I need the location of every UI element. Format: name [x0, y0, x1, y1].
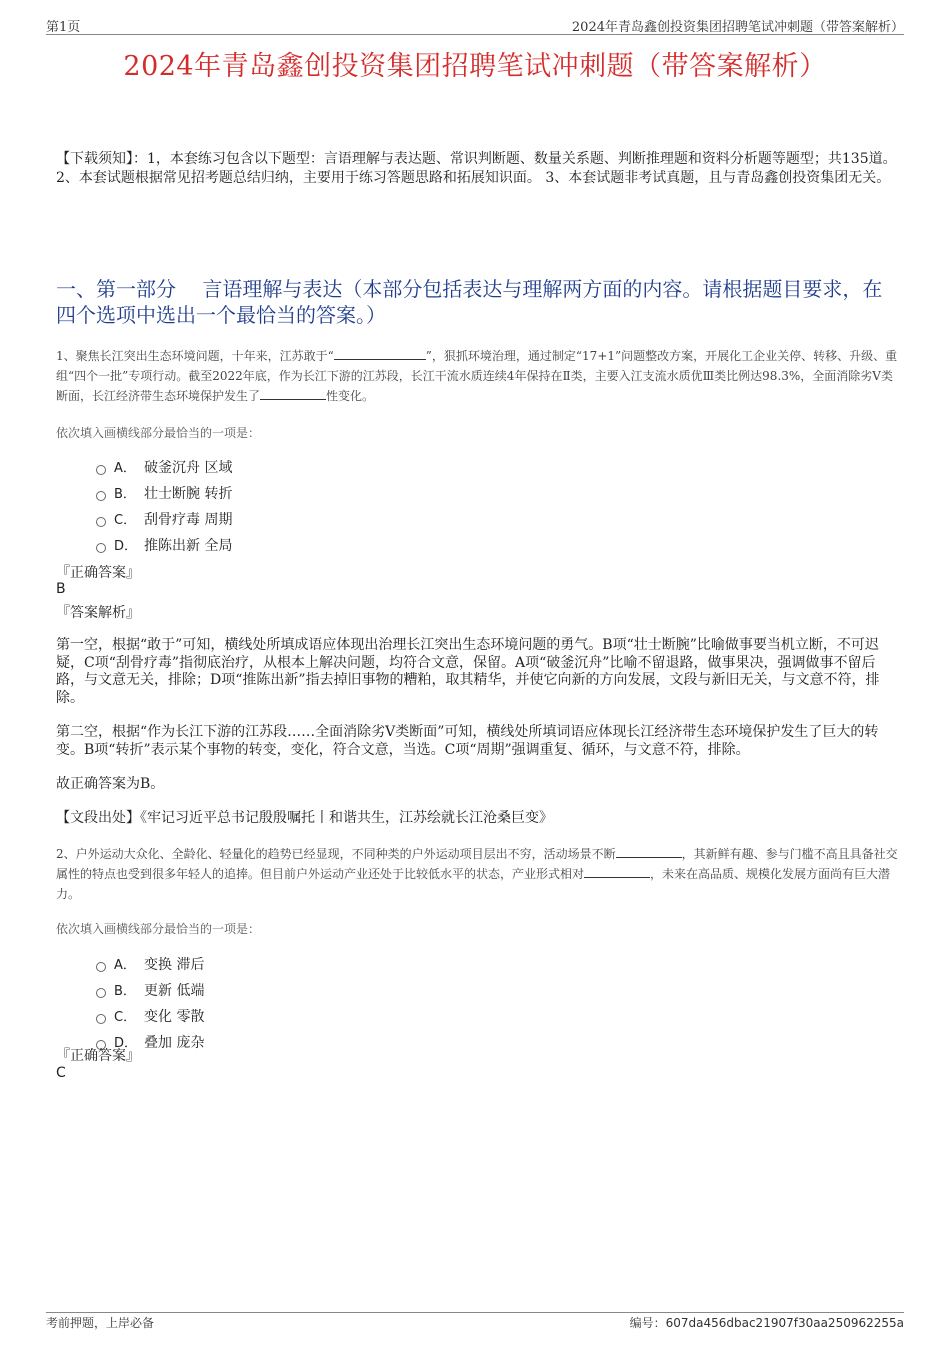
document-title: 2024年青岛鑫创投资集团招聘笔试冲刺题（带答案解析） — [123, 51, 827, 82]
radio-icon[interactable] — [96, 491, 106, 501]
radio-icon[interactable] — [96, 962, 106, 972]
footer-slogan: 考前押题，上岸必备 — [46, 1316, 155, 1330]
answer-label: 『正确答案』 — [56, 565, 140, 581]
radio-icon[interactable] — [96, 988, 106, 998]
analysis-paragraph-2: 第二空，根据“作为长江下游的江苏段……全面消除劣V类断面”可知，横线处所填词语应体现长江经济带生态环境保护发生了巨大的转变。B项“转折”表示某个事物的转变，变化，符合文意，当选。C项“周期”强调重复、循环，与文意不符，排除。 — [56, 724, 879, 758]
footer-code: 编号：607da456dbac21907f30aa250962255a — [629, 1316, 904, 1330]
analysis-label: 『答案解析』 — [56, 605, 140, 621]
question-2-prompt: 依次填入画横线部分最恰当的一项是： — [56, 922, 261, 936]
question-2-text: 2、户外运动大众化、全龄化、轻量化的趋势已经显现，不同种类的户外运动项目层出不穷，活动场景不断 ，其新鲜有趣、参与门槛不高且具备社交属性的特点也受到很多年轻人的追捧。但目前户外运动产业还处于比较低水平的状态，产业形式相对 ，未来在高品质、规模化发展方面尚有巨大潜力。 — [56, 847, 898, 901]
page-number: 第1页 — [46, 20, 81, 35]
header-doc-title: 2024年青岛鑫创投资集团招聘笔试冲刺题（带答案解析） — [571, 20, 904, 35]
question-1-text: 1、聚焦长江突出生态环境问题，十年来，江苏敢于“ ”，狠抓环境治理，通过制定“17+1”问题整改方案，开展化工企业关停、转移、升级、重组“四个一批”专项行动。截至2022年底，作为长江下游的江苏段，长江干流水质连续4年保持在Ⅱ类，主要入江支流水质优Ⅲ类比例达98.3%，全面消除劣V类断面，长江经济带生态环境保护发生了 性变化。 — [56, 349, 898, 403]
download-notice: 【下载须知】：1，本套练习包含以下题型：言语理解与表达题、常识判断题、数量关系题、判断推理题和资料分析题等题型；共135道。 2、本套试题根据常见招考题总结归纳，主要用于练习答题思路和拓展知识面。 3、本套试题非考试真题，且与青岛鑫创投资集团无关。 — [56, 151, 897, 186]
footer-divider — [46, 1312, 904, 1313]
q1-option-b[interactable]: B． 壮士断腕 转折 — [96, 483, 232, 503]
radio-icon[interactable] — [96, 543, 106, 553]
radio-icon[interactable] — [96, 1014, 106, 1024]
answer-label: 『正确答案』 — [56, 1048, 140, 1064]
answer-value: C — [56, 1065, 66, 1081]
analysis-paragraph-1: 第一空，根据“敢于”可知，横线处所填成语应体现出治理长江突出生态环境问题的勇气。B项“壮士断腕”比喻做事要当机立断，不可迟疑，C项“刮骨疗毒”指彻底治疗，从根本上解决问题，均符合文意，保留。A项“破釜沉舟”比喻不留退路，做事果决，强调做事不留后路，与文意无关，排除；D项“推陈出新”指去掉旧事物的糟粕，取其精华，并使它向新的方向发展，文段与新旧无关，与文意不符，排除。 — [56, 637, 880, 706]
q1-option-a[interactable]: A． 破釜沉舟 区域 — [96, 457, 232, 477]
fill-blank — [260, 387, 326, 400]
page-header — [46, 14, 904, 35]
source-citation: 【文段出处】《牢记习近平总书记殷殷嘱托丨和谐共生，江苏绘就长江沧桑巨变》 — [56, 810, 553, 826]
radio-icon[interactable] — [96, 465, 106, 475]
section-heading: 一、第一部分 言语理解与表达（本部分包括表达与理解两方面的内容。请根据题目要求，在四个选项中选出一个最恰当的答案。） — [56, 277, 883, 327]
question-1-prompt: 依次填入画横线部分最恰当的一项是： — [56, 426, 261, 440]
q1-option-c[interactable]: C． 刮骨疗毒 周期 — [96, 509, 232, 529]
q1-option-d[interactable]: D． 推陈出新 全局 — [96, 535, 232, 555]
q2-option-a[interactable]: A． 变换 滞后 — [96, 954, 204, 974]
fill-blank — [334, 347, 426, 360]
analysis-conclusion: 故正确答案为B。 — [56, 776, 165, 792]
q2-option-b[interactable]: B． 更新 低端 — [96, 980, 204, 1000]
answer-value: B — [56, 581, 66, 597]
q2-option-d[interactable]: D． 叠加 庞杂 — [96, 1032, 204, 1052]
fill-blank — [584, 865, 650, 878]
fill-blank — [616, 845, 682, 858]
radio-icon[interactable] — [96, 517, 106, 527]
q2-option-c[interactable]: C． 变化 零散 — [96, 1006, 204, 1026]
